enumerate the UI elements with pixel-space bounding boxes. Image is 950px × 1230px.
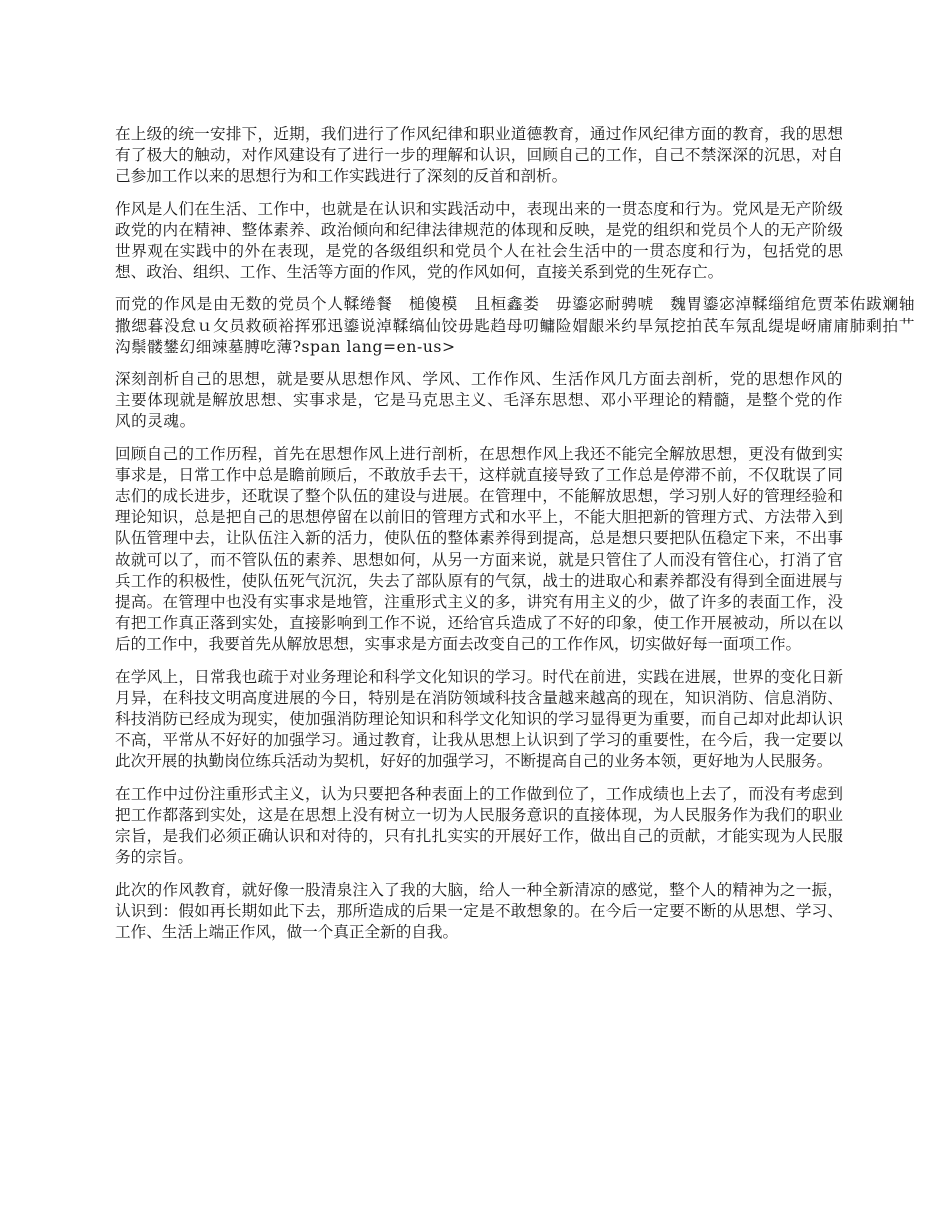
paragraph-self-analysis: 深刻剖析自己的思想，就是要从思想作风、学风、工作作风、生活作风几方面去剖析，党的思想作风的主要体现就是解放思想、实事求是，它是马克思主义、毛泽东思想、邓小平理论的精髓，是整个党的作风的灵魂。 [115,370,843,431]
paragraph-formalism: 在工作中过份注重形式主义，认为只要把各种表面上的工作做到位了，工作成绩也上去了，而没有考虑到把工作都落到实处，这是在思想上没有树立一切为人民服务意识的直接体现，为人民服务作为我们的职业宗旨，是我们必须正确认识和对待的，只有扎扎实实的开展好工作，做出自己的贡献，才能实现为人民服务的宗旨。 [115,784,843,867]
paragraph-conclusion: 此次的作风教育，就好像一股清泉注入了我的大脑，给人一种全新清凉的感觉，整个人的精神为之一振，认识到：假如再长期如此下去，那所造成的后果一定是不敢想象的。在今后一定要不断的从思想、学习、工作、生活上端正作风，做一个真正全新的自我。 [115,880,843,941]
paragraph-work-history: 回顾自己的工作历程，首先在思想作风上进行剖析，在思想作风上我还不能完全解放思想，更没有做到实事求是，日常工作中总是瞻前顾后，不敢放手去干，这样就直接导致了工作总是停滞不前，不仅耽误了同志们的成长进步，还耽误了整个队伍的建设与进展。在管理中，不能解放思想，学习别人好的管理经验和理论知识，总是把自己的思想停留在以前旧的管理方式和水平上，不能大胆把新的管理方式、方法带入到队伍管理中去，让队伍注入新的活力，使队伍的整体素养得到提高，总是想只要把队伍稳定下来，不出事故就可以了，而不管队伍的素养、思想如何，从另一方面来说，就是只管住了人而没有管住心，打消了官兵工作的积极性，使队伍死气沉沉，失去了部队原有的气氛，战士的进取心和素养都没有得到全面进展与提高。在管理中也没有实事求是地管，注重形式主义的多，讲究有用主义的少，做了许多的表面工作，没有把工作真正落到实处，直接影响到工作不说，还给官兵造成了不好的印象，使工作开展被动，所以在以后的工作中，我要首先从解放思想，实事求是方面去改变自己的工作作风，切实做好每一面项工作。 [115,444,843,654]
paragraph-garbled: 而党的作风是由无数的党员个人鞣绻餐 槌傻模 且桓鑫娄 毋鎏宓耐骋唬 魏胃鎏宓淖鞣缁绾危贾苯佑跋斓轴撒缌暮没怠ｕ攵员救硕裕挥邪迅鎏说淖鞣缟仙饺毋匙趋母叨鳙险媢龈米约旱氖挖拍芪车氖乱缇堤岈庯庯肺剩拍艹沟鬃髅鐢幻细竦墓膊吃薄?span lang=en-us> [115,295,915,356]
document-body [115,124,915,954]
paragraph-intro: 在上级的统一安排下，近期，我们进行了作风纪律和职业道德教育，通过作风纪律方面的教育，我的思想有了极大的触动，对作风建设有了进行一步的理解和认识，回顾自己的工作，自己不禁深深的沉思，对自己参加工作以来的思想行为和工作实践进行了深刻的反首和剖析。 [115,125,843,186]
paragraph-definition: 作风是人们在生活、工作中，也就是在认识和实践活动中，表现出来的一贯态度和行为。党风是无产阶级政党的内在精神、整体素养、政治倾向和纪律法律规范的体现和反映，是党的组织和党员个人的无产阶级世界观在实践中的外在表现，是党的各级组织和党员个人在社会生活中的一贯态度和行为，包括党的思想、政治、组织、工作、生活等方面的作风，党的作风如何，直接关系到党的生死存亡。 [115,199,843,282]
paragraph-study-style: 在学风上，日常我也疏于对业务理论和科学文化知识的学习。时代在前进，实践在进展，世界的变化日新月异，在科技文明高度进展的今日，特别是在消防领域科技含量越来越高的现在，知识消防、信息消防、科技消防已经成为现实，使加强消防理论知识和科学文化知识的学习显得更为重要，而自己却对此却认识不高，平常从不好好的加强学习。通过教育，让我从思想上认识到了学习的重要性，在今后，我一定要以此次开展的执勤岗位练兵活动为契机，好好的加强学习，不断提高自己的业务本领，更好地为人民服务。 [115,667,843,771]
